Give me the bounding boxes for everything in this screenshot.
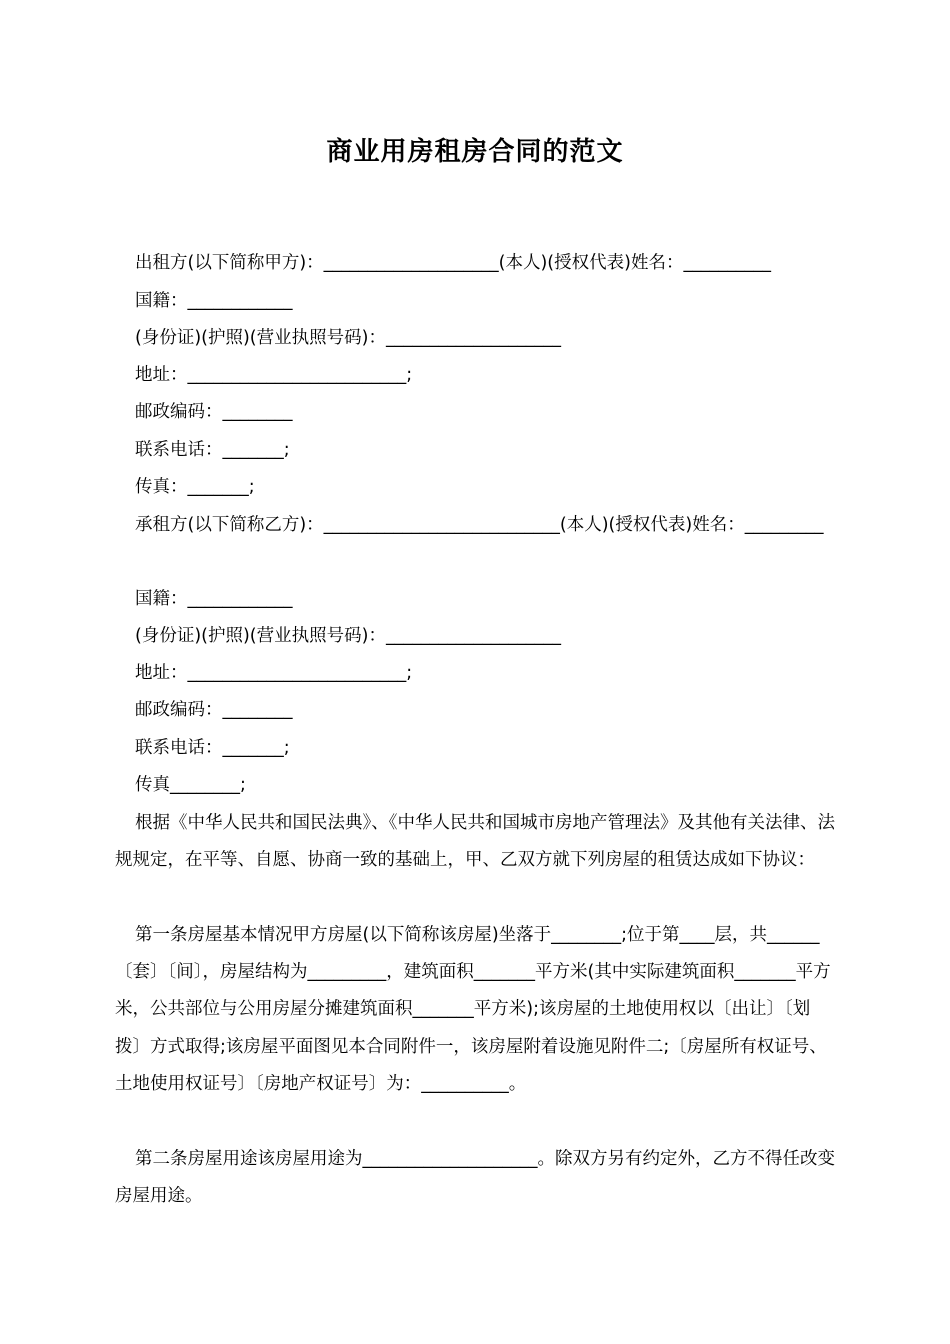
lessor-postcode: 邮政编码：________ xyxy=(135,402,293,422)
lessor-nationality: 国籍：____________ xyxy=(135,291,293,311)
document-title: 商业用房租房合同的范文 xyxy=(326,137,624,167)
lessee-phone: 联系电话：_______; xyxy=(135,738,290,758)
lessee-id: (身份证)(护照)(营业执照号码)：____________________ xyxy=(135,626,561,646)
lessor-phone: 联系电话：_______; xyxy=(135,440,290,460)
lessee-nationality: 国籍：____________ xyxy=(135,589,293,609)
lessor-name-line: 出租方(以下简称甲方)：____________________(本人)(授权代表)姓名：__________ xyxy=(135,253,771,273)
article-2-paragraph: 第二条房屋用途该房屋用途为____________________。除双方另有约定外，乙方不得任改变房屋用途。 xyxy=(115,1149,835,1207)
lessee-postcode: 邮政编码：________ xyxy=(135,700,293,720)
lessee-address: 地址：_________________________; xyxy=(135,663,413,683)
lessee-name-line: 承租方(以下简称乙方)：___________________________(本人)(授权代表)姓名：_________ xyxy=(135,515,824,535)
lessor-fax: 传真：_______; xyxy=(135,477,255,497)
lessor-address: 地址：_________________________; xyxy=(135,365,413,385)
article-1-paragraph: 第一条房屋基本情况甲方房屋(以下简称该房屋)坐落于________;位于第____层，共______〔套〕〔间〕，房屋结构为_________，建筑面积_______平方米(其中实际建筑面积_______平方米，公共部位与公用房屋分摊建筑面积_______平方米);该房屋的土地使用权以〔出让〕〔划拨〕方式取得;该房屋平面图见本合同附件一，该房屋附着设施见附件二;〔房屋所有权证号、土地使用权证号〕〔房地产权证号〕为：__________。 xyxy=(115,925,831,1094)
preamble-paragraph: 根据《中华人民共和国民法典》、《中华人民共和国城市房地产管理法》及其他有关法律、法规规定，在平等、自愿、协商一致的基础上，甲、乙双方就下列房屋的租赁达成如下协议： xyxy=(115,813,835,871)
lessor-id: (身份证)(护照)(营业执照号码)：____________________ xyxy=(135,328,561,348)
lessee-fax: 传真________; xyxy=(135,775,246,795)
